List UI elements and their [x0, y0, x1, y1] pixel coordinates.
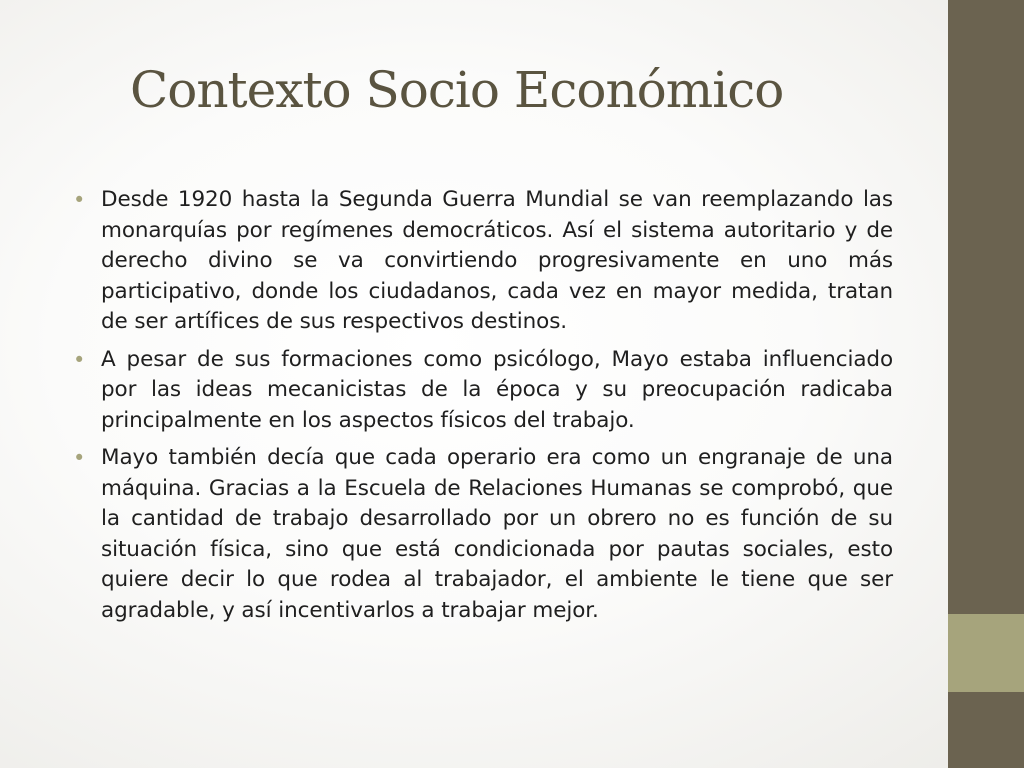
bullet-item — [73, 345, 893, 437]
side-accent-block — [948, 614, 1024, 692]
bullet-text: Desde 1920 hasta la Segunda Guerra Mundial se van reemplazando las monarquías por regímenes democráticos. Así el sistema autoritario y de derecho divino se va convirtiendo progresivamente en uno más participativo, donde los ciudadanos, cada vez en mayor medida, tratan de ser artífices de sus respectivos destinos. — [101, 187, 893, 334]
bullet-dot-icon: • — [73, 446, 86, 470]
bullet-dot-icon: • — [73, 347, 86, 372]
bullet-item — [73, 185, 893, 338]
bullet-item — [73, 443, 893, 626]
bullet-text: Mayo también decía que cada operario era como un engranaje de una máquina. Gracias a la Escuela de Relaciones Humanas se comprobó, que la cantidad de trabajo desarrollado por un obrero no es función de su situación física, sino que está condicionada por pautas sociales, esto quiere decir lo que rodea al trabajador, el ambiente le tiene que ser agradable, y así incentivarlos a trabajar mejor. — [101, 445, 893, 623]
bullet-dot-icon: • — [73, 188, 86, 212]
bullet-list — [73, 185, 893, 633]
bullet-text: A pesar de sus formaciones como psicólogo, Mayo estaba influenciado por las ideas mecanicistas de la época y su preocupación radicaba principalmente en los aspectos físicos del trabajo. — [101, 346, 893, 433]
slide-title: Contexto Socio Económico — [130, 61, 784, 119]
